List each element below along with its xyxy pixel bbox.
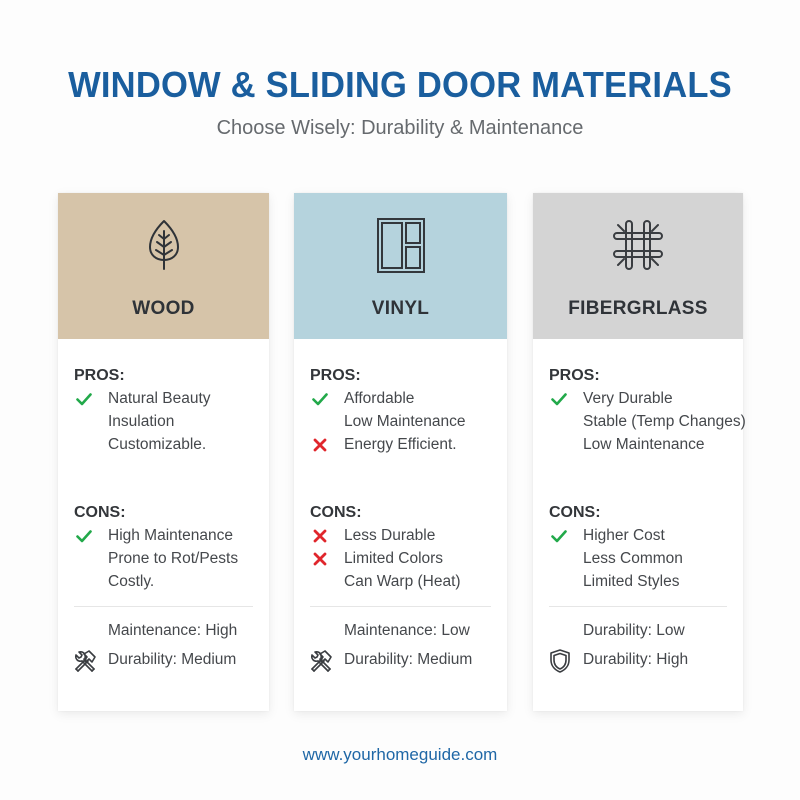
check-icon (76, 391, 92, 407)
footer-website-link[interactable]: www.yourhomeguide.com (302, 745, 498, 764)
pros-item: Very Durable (549, 387, 735, 410)
cons-item: Costly. (108, 573, 155, 590)
check-icon (312, 391, 328, 407)
pros-item: Affordable (310, 387, 499, 410)
divider (310, 606, 491, 607)
cons-section-wood (74, 502, 261, 593)
card-title-fiberglass: FIBERGRLASS (568, 298, 708, 319)
cross-icon (312, 528, 328, 544)
card-header-fiberglass (533, 193, 743, 339)
cross-icon (312, 551, 328, 567)
pros-item: Natural Beauty (74, 387, 261, 410)
cons-label: CONS: (310, 504, 362, 521)
check-icon (76, 528, 92, 544)
cross-icon (312, 437, 328, 453)
cons-section-vinyl (310, 502, 499, 593)
cons-item: Prone to Rot/Pests (108, 550, 239, 567)
divider (74, 606, 253, 607)
pros-label: PROS: (310, 367, 361, 384)
divider (549, 606, 727, 607)
cons-item: Limited Colors (310, 547, 499, 570)
page-subtitle: Choose Wisely: Durability & Maintenance (216, 117, 584, 139)
pros-label: PROS: (74, 367, 125, 384)
tools-icon (72, 648, 98, 674)
card-vinyl: VINYL PROS: Affordable Low Maintenance Energy Efficient. CONS: Less Durable Limited Colors Can Warp (Heat) Maintenance: Low Durability: Medium (294, 193, 507, 711)
card-fiberglass: FIBERGRLASS PROS: Very Durable Stable (Temp Changes) Low Maintenance CONS: Higher Cost Less Common Limited Styles Durability: Low Durability: High (533, 193, 743, 711)
check-icon (551, 528, 567, 544)
shield-icon (547, 648, 573, 674)
pros-item: Energy Efficient. (310, 433, 499, 456)
pros-section-wood (74, 365, 261, 456)
page-title: WINDOW & SLIDING DOOR MATERIALS (68, 64, 732, 105)
cons-item: Limited Styles (583, 573, 680, 590)
card-title-vinyl: VINYL (371, 298, 430, 319)
card-header-vinyl (294, 193, 507, 339)
cons-section-fiberglass (549, 502, 735, 593)
pros-section-vinyl (310, 365, 499, 456)
pros-label: PROS: (549, 367, 600, 384)
cons-label: CONS: (549, 504, 601, 521)
cons-item: Higher Cost (549, 524, 735, 547)
pros-section-fiberglass (549, 365, 746, 456)
weave-icon (610, 217, 666, 273)
cons-item: Less Durable (310, 524, 499, 547)
pros-item: Stable (Temp Changes) (583, 413, 746, 430)
card-wood: WOOD PROS: Natural Beauty Insulation Customizable. CONS: High Maintenance Prone to Rot/Pests Costly. Maintenance: High Durability: Medium (58, 193, 269, 711)
pros-item: Low Maintenance (344, 413, 466, 430)
card-title-wood: WOOD (132, 298, 195, 319)
pros-item: Customizable. (108, 436, 207, 453)
cons-item: Can Warp (Heat) (344, 573, 461, 590)
leaf-icon (136, 217, 192, 273)
pros-item: Low Maintenance (583, 436, 705, 453)
cons-item: Less Common (583, 550, 683, 567)
cons-item: High Maintenance (74, 524, 261, 547)
card-header-wood (58, 193, 269, 339)
tools-icon (308, 648, 334, 674)
pros-item: Insulation (108, 413, 175, 430)
window-icon (373, 217, 429, 273)
check-icon (551, 391, 567, 407)
cons-label: CONS: (74, 504, 126, 521)
